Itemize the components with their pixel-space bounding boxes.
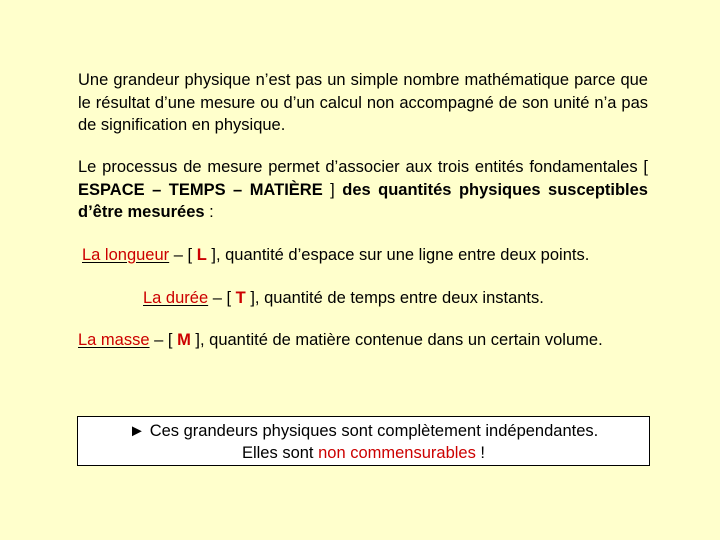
conclusion-end: ! (475, 444, 486, 462)
definition-masse (78, 329, 603, 351)
conclusion-line-2 (78, 442, 649, 464)
bracket-open: [ (643, 158, 648, 176)
duree-description: ], quantité de temps entre deux instants. (245, 289, 544, 307)
term-duree: La durée (143, 289, 209, 307)
term-masse: La masse (78, 331, 150, 349)
process-lead: Le processus de mesure permet d’associer aux trois entités fondamentales (78, 158, 644, 176)
process-tail: des quantités physiques susceptibles d’être mesurées (78, 180, 648, 221)
process-paragraph (78, 156, 648, 224)
longueur-open: – [ (169, 246, 197, 264)
symbol-masse: M (177, 331, 191, 349)
longueur-description: ], quantité d’espace sur une ligne entre deux points. (206, 246, 590, 264)
non-commensurables-emphasis: non commensurables (318, 444, 476, 462)
conclusion-box (77, 416, 650, 466)
masse-open: – [ (149, 331, 178, 349)
definition-duree (143, 287, 544, 309)
entities-list: ESPACE – TEMPS – MATIÈRE (78, 180, 323, 199)
symbol-longueur: L (196, 246, 207, 264)
term-longueur: La longueur (82, 246, 170, 264)
bracket-close: ] (322, 180, 335, 199)
intro-paragraph (78, 69, 648, 137)
arrow-icon: ► (128, 422, 146, 440)
duree-open: – [ (208, 289, 236, 307)
conclusion-text-1: Ces grandeurs physiques sont complètement indépendantes. (145, 422, 599, 440)
intro-text: Une grandeur physique n’est pas un simple nombre mathématique parce que le résultat d’une mesure ou d’un calcul non accompagné de son unité n’a pas de signification en physique. (78, 71, 648, 134)
conclusion-line-1 (78, 420, 649, 442)
definition-longueur (82, 244, 589, 266)
symbol-duree: T (235, 289, 246, 307)
masse-description: ], quantité de matière contenue dans un certain volume. (190, 331, 603, 349)
process-end: : (204, 203, 214, 221)
conclusion-text-2: Elles sont (241, 444, 319, 462)
